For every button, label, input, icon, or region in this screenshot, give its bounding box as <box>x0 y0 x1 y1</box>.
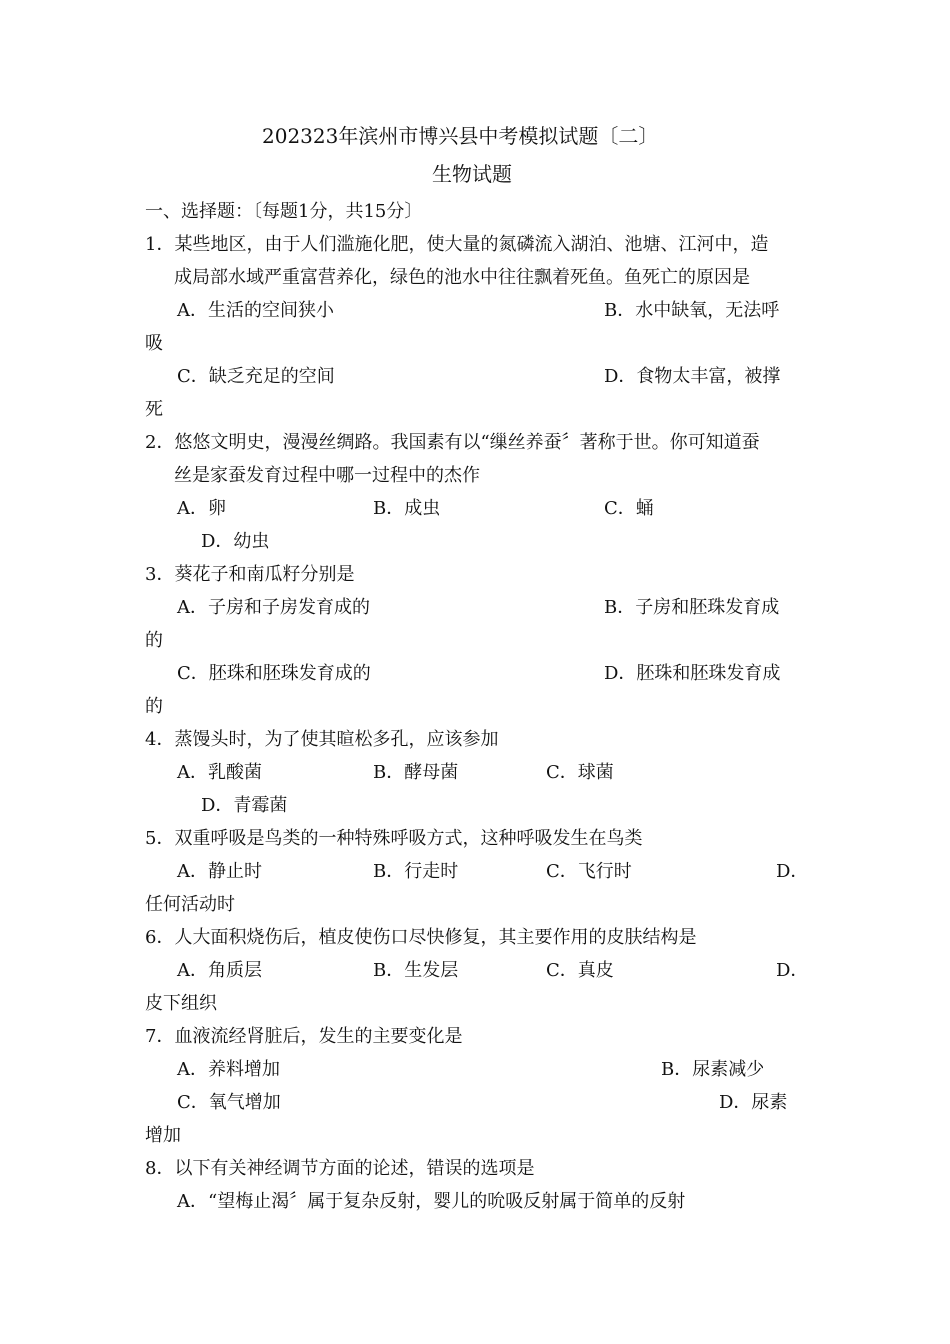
question-4-option-d: D．青霉菌 <box>201 795 288 816</box>
question-3-option-d-wrap: 的 <box>145 696 163 717</box>
question-3-option-b-wrap: 的 <box>145 630 163 651</box>
question-7-option-c: C．氧气增加 <box>177 1092 281 1113</box>
question-5-stem: 5．双重呼吸是鸟类的一种特殊呼吸方式，这种呼吸发生在鸟类 <box>145 828 643 849</box>
question-1-option-d: D．食物太丰富，被撑 <box>604 366 781 387</box>
question-7-option-d: D．尿素 <box>719 1092 788 1113</box>
question-2-option-b: B．成虫 <box>373 498 441 519</box>
question-7-stem: 7．血液流经肾脏后，发生的主要变化是 <box>145 1026 463 1047</box>
question-1-stem-line-1: 1．某些地区，由于人们滥施化肥，使大量的氮磷流入湖泊、池塘、江河中，造 <box>145 234 769 255</box>
question-6-option-d: D． <box>776 960 809 981</box>
question-1-option-c: C．缺乏充足的空间 <box>177 366 335 387</box>
question-7-option-d-wrap: 增加 <box>145 1125 181 1146</box>
question-6-stem: 6．人大面积烧伤后，植皮使伤口尽快修复，其主要作用的皮肤结构是 <box>145 927 697 948</box>
question-3-stem: 3．葵花子和南瓜籽分别是 <box>145 564 355 585</box>
section-heading: 一、选择题：〔每题1分，共15分〕 <box>145 201 423 222</box>
question-4-option-b: B．酵母菌 <box>373 762 459 783</box>
question-1-option-b: B．水中缺氧，无法呼 <box>604 300 780 321</box>
question-2-option-d: D．幼虫 <box>201 531 270 552</box>
question-4-option-c: C．球菌 <box>546 762 614 783</box>
question-1-option-b-wrap: 吸 <box>145 333 163 354</box>
question-6-option-b: B．生发层 <box>373 960 459 981</box>
question-4-stem: 4．蒸馒头时，为了使其暄松多孔，应该参加 <box>145 729 499 750</box>
question-1-option-d-wrap: 死 <box>145 399 163 420</box>
question-2-option-c: C．蛹 <box>604 498 654 519</box>
question-6-option-d-wrap: 皮下组织 <box>145 993 217 1014</box>
question-8-stem: 8．以下有关神经调节方面的论述，错误的选项是 <box>145 1158 535 1179</box>
question-5-option-d-wrap: 任何活动时 <box>145 894 235 915</box>
question-6-option-a: A．角质层 <box>177 960 262 981</box>
question-3-option-c: C．胚珠和胚珠发育成的 <box>177 663 371 684</box>
question-2-option-a: A．卵 <box>177 498 226 519</box>
question-3-option-a: A．子房和子房发育成的 <box>177 597 370 618</box>
question-6-option-c: C．真皮 <box>546 960 614 981</box>
exam-title: 202323年滨州市博兴县中考模拟试题〔二〕 <box>262 124 659 148</box>
question-1-stem-line-2: 成局部水域严重富营养化，绿色的池水中往往飘着死鱼。鱼死亡的原因是 <box>174 267 750 288</box>
question-5-option-b: B．行走时 <box>373 861 459 882</box>
question-3-option-d: D．胚珠和胚珠发育成 <box>604 663 781 684</box>
question-2-stem-line-2: 丝是家蚕发育过程中哪一过程中的杰作 <box>174 465 480 486</box>
question-8-option-a: A．“望梅止渴〞属于复杂反射，婴儿的吮吸反射属于简单的反射 <box>177 1191 686 1212</box>
question-4-option-a: A．乳酸菌 <box>177 762 262 783</box>
question-7-option-a: A．养料增加 <box>177 1059 280 1080</box>
exam-subtitle: 生物试题 <box>432 162 512 186</box>
question-5-option-c: C．飞行时 <box>546 861 632 882</box>
question-5-option-a: A．静止时 <box>177 861 262 882</box>
question-5-option-d: D． <box>776 861 809 882</box>
question-1-option-a: A．生活的空间狭小 <box>177 300 334 321</box>
question-7-option-b: B．尿素减少 <box>661 1059 765 1080</box>
question-3-option-b: B．子房和胚珠发育成 <box>604 597 780 618</box>
question-2-stem-line-1: 2．悠悠文明史，漫漫丝绸路。我国素有以“缫丝养蚕〞著称于世。你可知道蚕 <box>145 432 760 453</box>
